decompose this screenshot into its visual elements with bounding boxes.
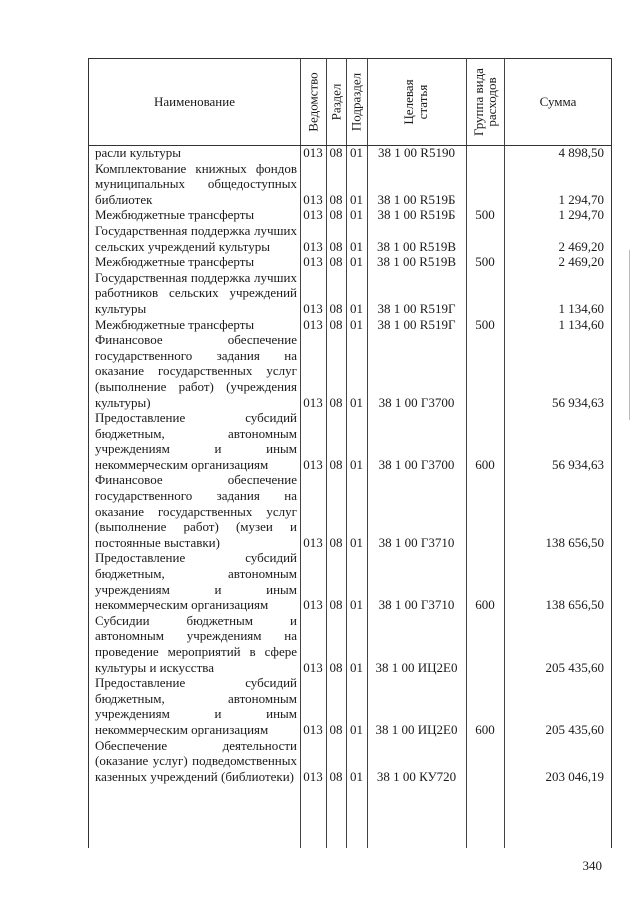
header-gruppa-vida-rashodov: Группа вида расходов [471,68,499,136]
row-gruppa: 500 [475,254,495,270]
row-summa: 2 469,20 [558,238,604,254]
row-celevaya-statya: 38 1 00 R519Б [377,191,456,207]
row-vedomstvo: 013 [303,238,323,254]
row-gruppa: 600 [475,597,495,613]
table-row [89,675,611,737]
row-vedomstvo: 013 [303,207,323,223]
row-razdel: 08 [329,191,343,207]
row-razdel: 08 [329,597,343,613]
row-vedomstvo: 013 [303,721,323,737]
row-celevaya-statya: 38 1 00 ИЦ2Е0 [375,659,458,675]
row-name: Финансовое обеспечение государственного задания на оказание государственных услуг (выполнение работ) (учреждения культуры) [95,332,297,410]
row-razdel: 08 [329,316,343,332]
row-razdel: 08 [329,534,343,550]
row-celevaya-statya: 38 1 00 R519Г [377,300,456,316]
row-vedomstvo: 013 [303,145,323,160]
table-row [89,472,611,550]
table-row [89,550,611,612]
table-row [89,738,611,785]
row-vedomstvo: 013 [303,597,323,613]
row-celevaya-statya: 38 1 00 Г3700 [378,394,455,410]
row-podrazdel: 01 [350,191,363,207]
row-razdel: 08 [329,721,343,737]
table-row [89,207,611,223]
row-celevaya-statya: 38 1 00 ИЦ2Е0 [375,721,458,737]
row-name: Субсидии бюджетным и автономным учреждениям на проведение мероприятий в сфере культуры и искусства [95,612,297,675]
header-podrazdel: Подраздел [348,72,364,132]
row-razdel: 08 [329,394,343,410]
row-podrazdel: 01 [350,300,363,316]
row-razdel: 08 [329,456,343,472]
row-podrazdel: 01 [350,534,363,550]
header-razdel: Раздел [328,83,344,121]
row-podrazdel: 01 [350,768,363,784]
row-celevaya-statya: 38 1 00 R519Г [377,316,456,332]
row-vedomstvo: 013 [303,300,323,316]
row-name: Государственная поддержка лучших сельских учреждений культуры [95,222,297,254]
row-vedomstvo: 013 [303,316,323,332]
row-razdel: 08 [329,659,343,675]
header-vedomstvo: Ведомство [305,72,321,132]
table-row [89,270,611,317]
row-podrazdel: 01 [350,207,363,223]
table-row [89,254,611,270]
row-celevaya-statya: 38 1 00 Г3700 [378,456,455,472]
row-name: Обеспечение деятельности (оказание услуг) подведомственных казенных учреждений (библиотеки) [95,737,297,784]
row-celevaya-statya: 38 1 00 R5190 [378,145,455,160]
row-summa: 1 134,60 [558,316,604,332]
table-row [89,332,611,410]
row-name: расли культуры [95,145,181,160]
scan-margin-mark [629,250,630,420]
row-celevaya-statya: 38 1 00 Г3710 [378,597,455,613]
row-summa: 205 435,60 [545,659,604,675]
row-name: Межбюджетные трансферты [95,316,255,332]
row-name: Межбюджетные трансферты [95,254,255,270]
row-podrazdel: 01 [350,145,363,160]
row-gruppa: 600 [475,456,495,472]
row-podrazdel: 01 [350,721,363,737]
row-podrazdel: 01 [350,394,363,410]
page-number: 340 [582,858,602,873]
table-row [89,145,611,161]
row-name: Финансовое обеспечение государственного задания на оказание государственных услуг (выполнение работ) (музеи и постоянные выставки) [95,472,297,550]
row-summa: 205 435,60 [545,721,604,737]
budget-table [88,58,612,848]
row-gruppa: 500 [475,316,495,332]
row-summa: 2 469,20 [558,254,604,270]
table-row [89,161,611,208]
table-row [89,223,611,254]
row-vedomstvo: 013 [303,191,323,207]
row-vedomstvo: 013 [303,659,323,675]
row-podrazdel: 01 [350,659,363,675]
row-podrazdel: 01 [350,597,363,613]
row-razdel: 08 [329,768,343,784]
row-podrazdel: 01 [350,316,363,332]
header-celevaya-statya: Целевая статья [401,79,430,125]
row-summa: 1 294,70 [558,207,604,223]
row-name: Предоставление субсидий бюджетным, автономным учреждениям и иным некоммерческим организациям [95,410,297,472]
row-podrazdel: 01 [350,254,363,270]
row-razdel: 08 [329,300,343,316]
row-name: Предоставление субсидий бюджетным, автономным учреждениям и иным некоммерческим организациям [95,550,297,613]
row-vedomstvo: 013 [303,254,323,270]
table-header [89,58,611,146]
row-razdel: 08 [329,238,343,254]
row-podrazdel: 01 [350,456,363,472]
row-gruppa: 600 [475,721,495,737]
row-summa: 56 934,63 [552,456,604,472]
row-summa: 1 134,60 [558,300,604,316]
row-vedomstvo: 013 [303,394,323,410]
row-celevaya-statya: 38 1 00 R519В [376,254,457,270]
row-name: Государственная поддержка лучших работников сельских учреждений культуры [95,269,297,316]
table-row [89,410,611,472]
header-name: Наименование [154,94,235,109]
row-razdel: 08 [329,145,343,160]
row-summa: 4 898,50 [558,145,604,160]
row-summa: 56 934,63 [552,394,604,410]
row-name: Предоставление субсидий бюджетным, автономным учреждениям и иным некоммерческим организациям [95,675,297,737]
table-body [89,145,611,784]
row-razdel: 08 [329,207,343,223]
row-celevaya-statya: 38 1 00 Г3710 [378,534,455,550]
row-celevaya-statya: 38 1 00 R519Б [377,207,456,223]
row-vedomstvo: 013 [303,768,323,784]
row-celevaya-statya: 38 1 00 R519В [376,238,457,254]
row-summa: 203 046,19 [545,768,604,784]
header-summa: Сумма [539,94,577,109]
row-celevaya-statya: 38 1 00 КУ720 [376,768,457,784]
row-vedomstvo: 013 [303,534,323,550]
table-row [89,317,611,333]
row-gruppa: 500 [475,207,495,223]
table-row [89,613,611,675]
row-summa: 138 656,50 [545,597,604,613]
row-summa: 1 294,70 [558,191,604,207]
row-name: Комплектование книжных фондов муниципальных общедоступных библиотек [95,160,297,207]
row-name: Межбюджетные трансферты [95,207,255,223]
row-summa: 138 656,50 [545,534,604,550]
row-podrazdel: 01 [350,238,363,254]
row-razdel: 08 [329,254,343,270]
row-vedomstvo: 013 [303,456,323,472]
